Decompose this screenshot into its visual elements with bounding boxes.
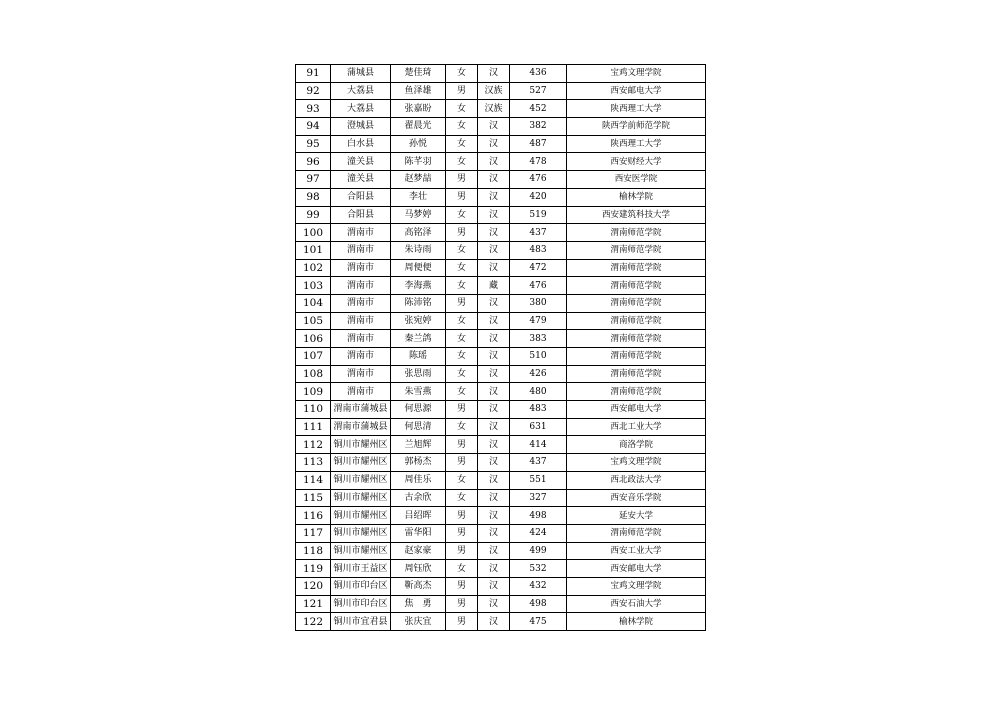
table-row [296,595,706,613]
region-cell: 渭南市 [331,365,391,383]
gender-cell: 女 [446,135,478,153]
row-number-cell: 118 [296,542,331,560]
table-row [296,471,706,489]
student-name-cell: 靳高杰 [391,577,446,595]
admitted-school-cell: 渭南师范学院 [567,312,706,330]
ethnicity-cell: 汉 [478,507,510,525]
gender-cell: 女 [446,365,478,383]
admitted-school-cell: 渭南师范学院 [567,330,706,348]
region-cell: 渭南市 [331,259,391,277]
score-cell: 426 [510,365,567,383]
student-name-cell: 张宛婷 [391,312,446,330]
score-cell: 478 [510,153,567,171]
gender-cell: 女 [446,471,478,489]
score-cell: 480 [510,383,567,401]
table-row [296,436,706,454]
student-name-cell: 朱诗雨 [391,241,446,259]
region-cell: 铜川市王益区 [331,560,391,578]
gender-cell: 男 [446,595,478,613]
row-number-cell: 99 [296,206,331,224]
region-cell: 渭南市 [331,348,391,366]
region-cell: 铜川市耀州区 [331,489,391,507]
row-number-cell: 111 [296,418,331,436]
row-number-cell: 114 [296,471,331,489]
admitted-school-cell: 西安音乐学院 [567,489,706,507]
table-row [296,65,706,83]
region-cell: 铜川市耀州区 [331,524,391,542]
student-name-cell: 郭杨杰 [391,454,446,472]
admitted-school-cell: 西安邮电大学 [567,401,706,419]
region-cell: 渭南市 [331,224,391,242]
gender-cell: 男 [446,613,478,631]
ethnicity-cell: 汉 [478,613,510,631]
student-name-cell: 李海燕 [391,277,446,295]
score-cell: 476 [510,277,567,295]
student-name-cell: 兰旭辉 [391,436,446,454]
admitted-school-cell: 西安财经大学 [567,153,706,171]
score-cell: 498 [510,507,567,525]
score-cell: 551 [510,471,567,489]
row-number-cell: 109 [296,383,331,401]
region-cell: 潼关县 [331,171,391,189]
gender-cell: 男 [446,542,478,560]
student-name-cell: 张庆宜 [391,613,446,631]
table-row [296,312,706,330]
region-cell: 渭南市蒲城县 [331,418,391,436]
region-cell: 合阳县 [331,188,391,206]
gender-cell: 女 [446,65,478,83]
student-name-cell: 焦 勇 [391,595,446,613]
region-cell: 渭南市 [331,241,391,259]
admitted-school-cell: 西安石油大学 [567,595,706,613]
row-number-cell: 96 [296,153,331,171]
score-cell: 383 [510,330,567,348]
table-row [296,418,706,436]
student-list-page [295,64,705,631]
gender-cell: 男 [446,524,478,542]
table-row [296,118,706,136]
table-row [296,188,706,206]
gender-cell: 男 [446,188,478,206]
ethnicity-cell: 汉 [478,171,510,189]
score-cell: 519 [510,206,567,224]
row-number-cell: 112 [296,436,331,454]
ethnicity-cell: 汉 [478,560,510,578]
student-name-cell: 周钰欣 [391,560,446,578]
student-name-cell: 周便便 [391,259,446,277]
admitted-school-cell: 宝鸡文理学院 [567,65,706,83]
gender-cell: 女 [446,118,478,136]
ethnicity-cell: 汉 [478,153,510,171]
region-cell: 渭南市蒲城县 [331,401,391,419]
score-cell: 483 [510,401,567,419]
table-row [296,524,706,542]
row-number-cell: 100 [296,224,331,242]
ethnicity-cell: 汉 [478,348,510,366]
row-number-cell: 105 [296,312,331,330]
ethnicity-cell: 汉 [478,383,510,401]
row-number-cell: 97 [296,171,331,189]
admitted-school-cell: 西安工业大学 [567,542,706,560]
score-cell: 436 [510,65,567,83]
score-cell: 382 [510,118,567,136]
table-row [296,489,706,507]
ethnicity-cell: 汉 [478,418,510,436]
admitted-school-cell: 宝鸡文理学院 [567,454,706,472]
gender-cell: 男 [446,436,478,454]
score-cell: 532 [510,560,567,578]
gender-cell: 女 [446,348,478,366]
row-number-cell: 108 [296,365,331,383]
region-cell: 渭南市 [331,312,391,330]
admitted-school-cell: 西安邮电大学 [567,560,706,578]
table-row [296,259,706,277]
student-name-cell: 陈沛铭 [391,294,446,312]
table-row [296,577,706,595]
table-row [296,365,706,383]
row-number-cell: 116 [296,507,331,525]
admitted-school-cell: 宝鸡文理学院 [567,577,706,595]
student-name-cell: 朱雪燕 [391,383,446,401]
region-cell: 白水县 [331,135,391,153]
table-row [296,542,706,560]
gender-cell: 男 [446,224,478,242]
score-cell: 380 [510,294,567,312]
ethnicity-cell: 汉 [478,454,510,472]
score-cell: 527 [510,82,567,100]
ethnicity-cell: 汉族 [478,82,510,100]
score-cell: 498 [510,595,567,613]
gender-cell: 女 [446,277,478,295]
gender-cell: 男 [446,171,478,189]
ethnicity-cell: 汉 [478,206,510,224]
admitted-school-cell: 西安医学院 [567,171,706,189]
region-cell: 蒲城县 [331,65,391,83]
ethnicity-cell: 汉 [478,401,510,419]
ethnicity-cell: 汉 [478,241,510,259]
table-row [296,560,706,578]
student-name-cell: 陈芊羽 [391,153,446,171]
score-cell: 327 [510,489,567,507]
ethnicity-cell: 汉族 [478,100,510,118]
table-row [296,348,706,366]
score-cell: 437 [510,454,567,472]
table-row [296,224,706,242]
gender-cell: 男 [446,454,478,472]
admitted-school-cell: 渭南师范学院 [567,224,706,242]
ethnicity-cell: 汉 [478,595,510,613]
student-name-cell: 孙悦 [391,135,446,153]
student-name-cell: 楚佳琦 [391,65,446,83]
ethnicity-cell: 汉 [478,330,510,348]
ethnicity-cell: 藏 [478,277,510,295]
gender-cell: 女 [446,241,478,259]
admitted-school-cell: 陕西学前师范学院 [567,118,706,136]
region-cell: 大荔县 [331,82,391,100]
student-name-cell: 马梦婷 [391,206,446,224]
gender-cell: 男 [446,507,478,525]
admitted-school-cell: 榆林学院 [567,188,706,206]
table-row [296,171,706,189]
ethnicity-cell: 汉 [478,188,510,206]
region-cell: 铜川市耀州区 [331,454,391,472]
student-name-cell: 高铭泽 [391,224,446,242]
table-row [296,507,706,525]
table-row [296,454,706,472]
region-cell: 铜川市宜君县 [331,613,391,631]
score-cell: 432 [510,577,567,595]
ethnicity-cell: 汉 [478,259,510,277]
student-name-cell: 古余欣 [391,489,446,507]
row-number-cell: 93 [296,100,331,118]
gender-cell: 男 [446,82,478,100]
ethnicity-cell: 汉 [478,365,510,383]
region-cell: 合阳县 [331,206,391,224]
admitted-school-cell: 渭南师范学院 [567,259,706,277]
region-cell: 渭南市 [331,330,391,348]
gender-cell: 女 [446,100,478,118]
gender-cell: 女 [446,560,478,578]
table-row [296,241,706,259]
table-row [296,82,706,100]
score-cell: 510 [510,348,567,366]
row-number-cell: 106 [296,330,331,348]
score-cell: 414 [510,436,567,454]
gender-cell: 女 [446,489,478,507]
student-name-cell: 张嘉盼 [391,100,446,118]
gender-cell: 女 [446,418,478,436]
table-row [296,206,706,224]
admitted-school-cell: 渭南师范学院 [567,383,706,401]
region-cell: 潼关县 [331,153,391,171]
ethnicity-cell: 汉 [478,489,510,507]
ethnicity-cell: 汉 [478,224,510,242]
student-name-cell: 李壮 [391,188,446,206]
row-number-cell: 113 [296,454,331,472]
score-cell: 424 [510,524,567,542]
score-cell: 479 [510,312,567,330]
admitted-school-cell: 西安建筑科技大学 [567,206,706,224]
student-table [295,64,706,631]
ethnicity-cell: 汉 [478,312,510,330]
table-row [296,383,706,401]
student-name-cell: 秦兰鸽 [391,330,446,348]
row-number-cell: 120 [296,577,331,595]
student-name-cell: 陈瑶 [391,348,446,366]
region-cell: 铜川市耀州区 [331,507,391,525]
score-cell: 475 [510,613,567,631]
gender-cell: 男 [446,401,478,419]
row-number-cell: 94 [296,118,331,136]
student-name-cell: 吕绍晖 [391,507,446,525]
score-cell: 452 [510,100,567,118]
region-cell: 渭南市 [331,277,391,295]
score-cell: 420 [510,188,567,206]
row-number-cell: 121 [296,595,331,613]
row-number-cell: 104 [296,294,331,312]
admitted-school-cell: 渭南师范学院 [567,348,706,366]
row-number-cell: 107 [296,348,331,366]
row-number-cell: 95 [296,135,331,153]
row-number-cell: 92 [296,82,331,100]
admitted-school-cell: 榆林学院 [567,613,706,631]
student-name-cell: 翟晨光 [391,118,446,136]
student-name-cell: 何思源 [391,401,446,419]
region-cell: 渭南市 [331,294,391,312]
ethnicity-cell: 汉 [478,436,510,454]
row-number-cell: 98 [296,188,331,206]
gender-cell: 女 [446,330,478,348]
score-cell: 487 [510,135,567,153]
gender-cell: 男 [446,577,478,595]
row-number-cell: 91 [296,65,331,83]
ethnicity-cell: 汉 [478,294,510,312]
region-cell: 大荔县 [331,100,391,118]
region-cell: 渭南市 [331,383,391,401]
student-name-cell: 周佳乐 [391,471,446,489]
admitted-school-cell: 渭南师范学院 [567,524,706,542]
gender-cell: 女 [446,312,478,330]
score-cell: 499 [510,542,567,560]
table-row [296,294,706,312]
table-row [296,277,706,295]
admitted-school-cell: 渭南师范学院 [567,294,706,312]
row-number-cell: 110 [296,401,331,419]
ethnicity-cell: 汉 [478,577,510,595]
admitted-school-cell: 渭南师范学院 [567,365,706,383]
student-name-cell: 赵家豪 [391,542,446,560]
table-row [296,330,706,348]
ethnicity-cell: 汉 [478,471,510,489]
gender-cell: 男 [446,294,478,312]
row-number-cell: 115 [296,489,331,507]
row-number-cell: 117 [296,524,331,542]
row-number-cell: 119 [296,560,331,578]
score-cell: 483 [510,241,567,259]
gender-cell: 女 [446,153,478,171]
region-cell: 铜川市耀州区 [331,471,391,489]
region-cell: 铜川市耀州区 [331,542,391,560]
admitted-school-cell: 西北政法大学 [567,471,706,489]
ethnicity-cell: 汉 [478,65,510,83]
student-name-cell: 张思雨 [391,365,446,383]
admitted-school-cell: 西安邮电大学 [567,82,706,100]
student-name-cell: 鱼泽雄 [391,82,446,100]
table-row [296,135,706,153]
ethnicity-cell: 汉 [478,524,510,542]
student-name-cell: 赵梦喆 [391,171,446,189]
admitted-school-cell: 渭南师范学院 [567,241,706,259]
gender-cell: 女 [446,383,478,401]
region-cell: 澄城县 [331,118,391,136]
admitted-school-cell: 陕西理工大学 [567,100,706,118]
score-cell: 472 [510,259,567,277]
admitted-school-cell: 渭南师范学院 [567,277,706,295]
gender-cell: 女 [446,206,478,224]
table-row [296,153,706,171]
ethnicity-cell: 汉 [478,118,510,136]
ethnicity-cell: 汉 [478,135,510,153]
score-cell: 631 [510,418,567,436]
admitted-school-cell: 延安大学 [567,507,706,525]
row-number-cell: 122 [296,613,331,631]
row-number-cell: 101 [296,241,331,259]
ethnicity-cell: 汉 [478,542,510,560]
score-cell: 476 [510,171,567,189]
student-name-cell: 雷华阳 [391,524,446,542]
admitted-school-cell: 商洛学院 [567,436,706,454]
region-cell: 铜川市耀州区 [331,436,391,454]
table-row [296,100,706,118]
table-row [296,613,706,631]
student-table-body [296,65,706,631]
score-cell: 437 [510,224,567,242]
student-name-cell: 何思清 [391,418,446,436]
admitted-school-cell: 陕西理工大学 [567,135,706,153]
gender-cell: 女 [446,259,478,277]
row-number-cell: 103 [296,277,331,295]
region-cell: 铜川市印台区 [331,595,391,613]
row-number-cell: 102 [296,259,331,277]
region-cell: 铜川市印台区 [331,577,391,595]
admitted-school-cell: 西北工业大学 [567,418,706,436]
table-row [296,401,706,419]
